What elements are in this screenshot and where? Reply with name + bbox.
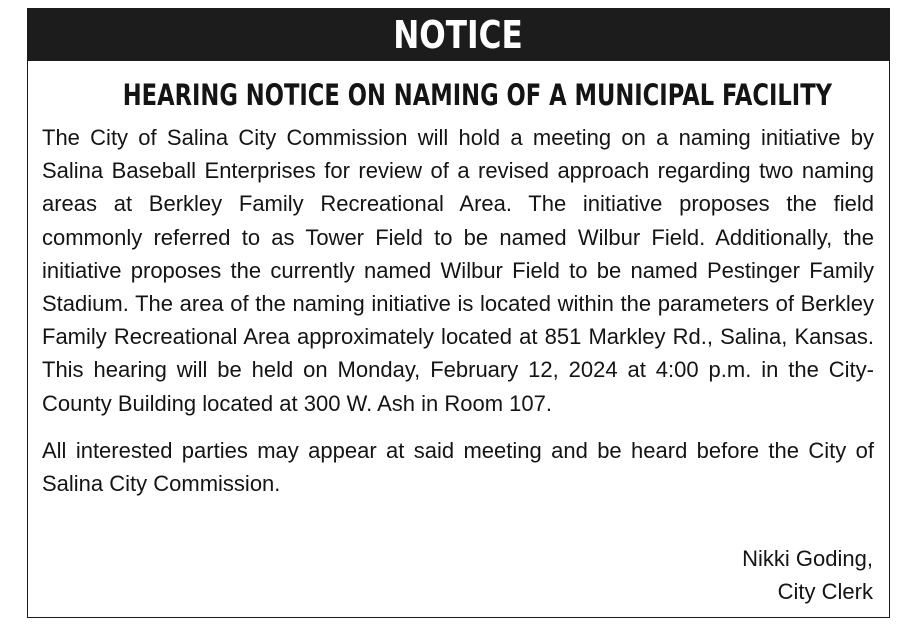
signature-title: City Clerk (777, 579, 873, 604)
signature-block (742, 542, 873, 608)
notice-paragraph-2: All interested parties may appear at said meeting and be heard before the City of Salina City Commission. (42, 437, 874, 497)
notice-title: NOTICE (393, 13, 524, 57)
header-bar (28, 9, 889, 61)
notice-body (42, 121, 874, 500)
notice-subtitle: HEARING NOTICE ON NAMING OF A MUNICIPAL FACILITY (122, 78, 833, 112)
notice-paragraph-1: The City of Salina City Commission will hold a meeting on a naming initiative by Salina Baseball Enterprises for review of a revised approach regarding two naming areas at Berkley Family Recreational Area. The initiative proposes the field commonly referred to as Tower Field to be named Wilbur Field. Additionally, the initiative proposes the currently named Wilbur Field to be named Pestinger Family Stadium. The area of the naming initiative is located within the parameters of Berkley Family Recreational Area approximately located at 851 Markley Rd., Salina, Kansas. This hearing will be held on Monday, February 12, 2024 at 4:00 p.m. in the City-County Building located at 300 W. Ash in Room 107. (42, 125, 874, 416)
notice-box (27, 8, 890, 618)
signature-name: Nikki Goding, (742, 546, 873, 571)
